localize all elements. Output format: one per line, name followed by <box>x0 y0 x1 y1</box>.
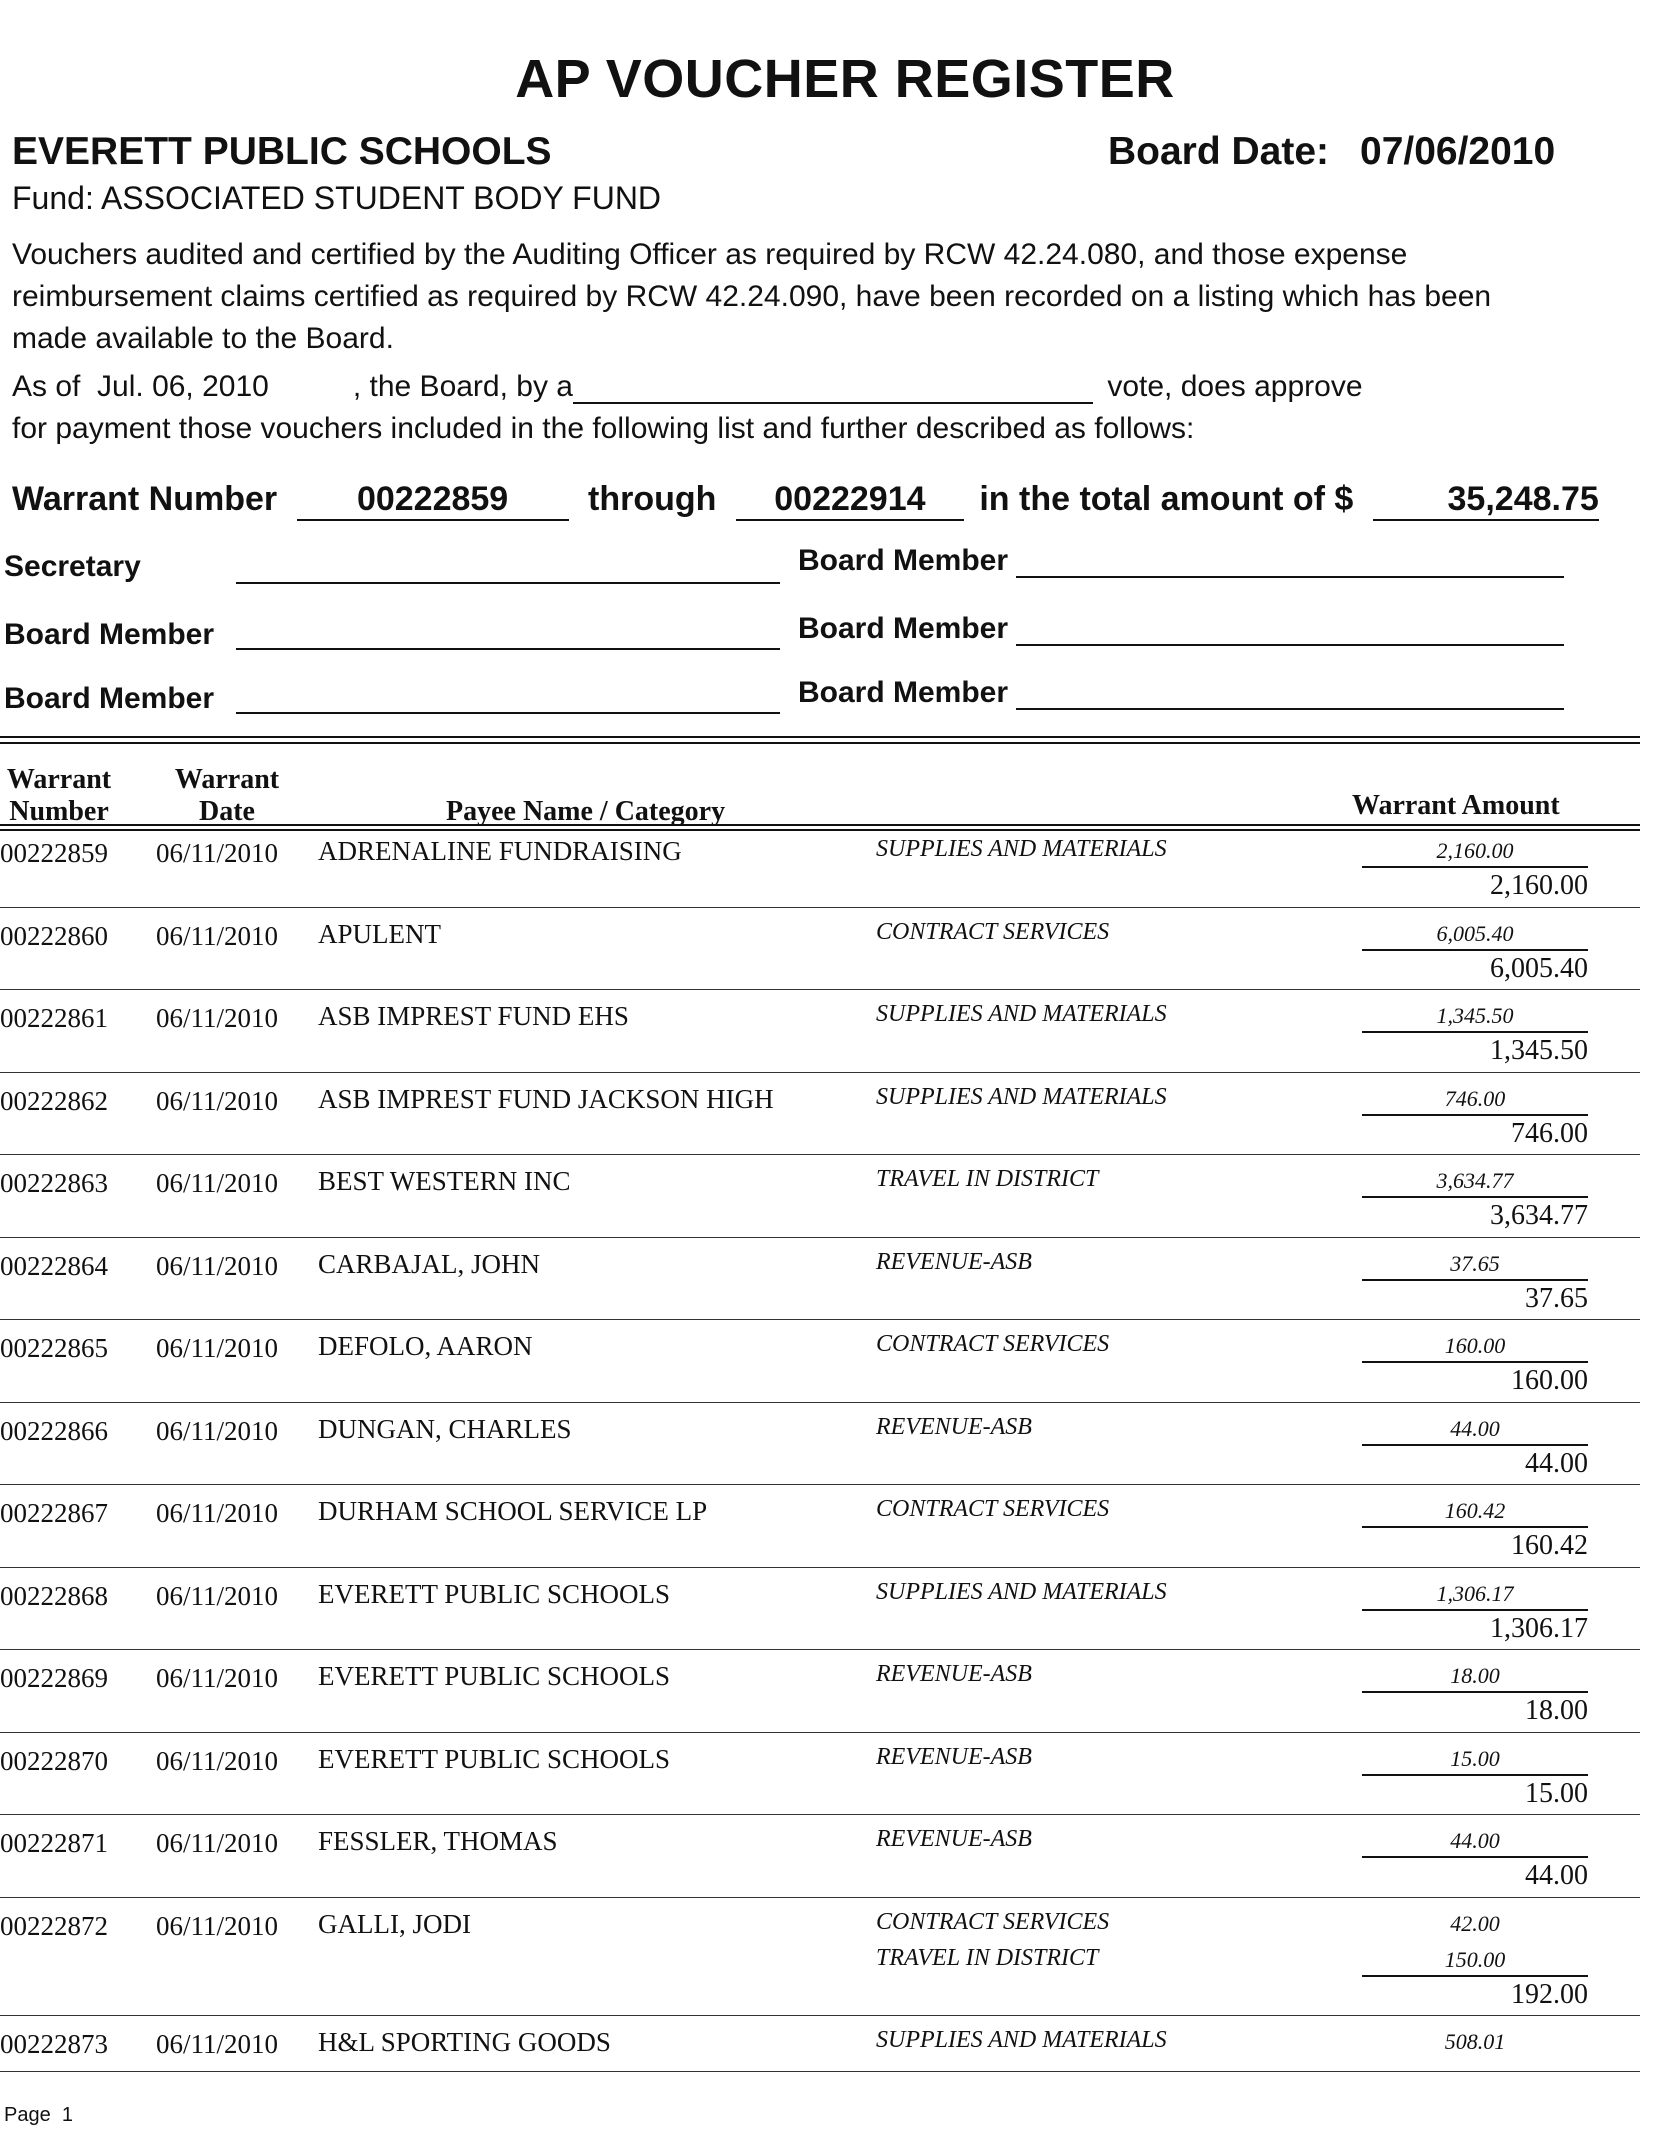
warrant-range-line <box>12 480 1599 521</box>
expense-category: CONTRACT SERVICES <box>876 1496 1110 1522</box>
expense-category: REVENUE-ASB <box>876 1826 1032 1852</box>
row-separator <box>0 1649 1640 1650</box>
subtotal-underline <box>1362 1691 1588 1693</box>
warrant-number: 00222863 <box>0 1168 108 1198</box>
row-separator <box>0 2015 1640 2016</box>
warrant-number: 00222862 <box>0 1085 108 1116</box>
line-amount: 1,345.50 <box>1436 1003 1514 1028</box>
page-number: 1 <box>61 2104 73 2126</box>
warrant-date: 06/11/2010 <box>156 1580 279 1611</box>
line-amount: 508.01 <box>1444 2029 1506 2054</box>
warrant-total: 6,005.40 <box>1490 952 1588 984</box>
line-amount: 42.00 <box>1450 1910 1500 1936</box>
payee-name: ADRENALINE FUNDRAISING <box>318 836 682 866</box>
expense-category: SUPPLIES AND MATERIALS <box>876 1578 1167 1605</box>
warrant-number-label: Warrant Number <box>12 480 278 518</box>
row-separator <box>0 2071 1640 2072</box>
payee-name: H&L SPORTING GOODS <box>318 2027 611 2057</box>
secretary-label: Secretary <box>4 550 141 583</box>
warrant-from: 00222859 <box>297 480 569 521</box>
payee-name: APULENT <box>318 918 441 949</box>
total-amount-value: 35,248.75 <box>1373 480 1599 521</box>
warrant-number: 00222859 <box>0 838 108 868</box>
warrant-date: 06/11/2010 <box>156 1333 279 1363</box>
col-header-amount: Warrant Amount <box>1352 790 1560 821</box>
warrant-total: 1,306.17 <box>1490 1612 1588 1644</box>
secretary-signature-line <box>236 582 780 584</box>
warrant-number: 00222868 <box>0 1580 108 1611</box>
district-name: EVERETT PUBLIC SCHOOLS <box>12 130 552 173</box>
subtotal-underline <box>1362 1196 1588 1198</box>
warrant-date: 06/11/2010 <box>156 1085 279 1116</box>
subtotal-underline <box>1362 1361 1588 1363</box>
board-member-signature-line <box>1016 644 1564 646</box>
expense-category: REVENUE-ASB <box>876 1661 1032 1687</box>
col-header-payee: Payee Name / Category <box>446 796 726 827</box>
board-member-label: Board Member <box>798 612 1009 645</box>
expense-category: REVENUE-ASB <box>876 1413 1032 1440</box>
warrant-number: 00222864 <box>0 1250 108 1281</box>
expense-category: SUPPLIES AND MATERIALS <box>876 1001 1167 1027</box>
subtotal-underline <box>1362 1609 1588 1611</box>
payee-name: DEFOLO, AARON <box>318 1331 533 1361</box>
approval-line-2: for payment those vouchers included in the following list and further described as follows: <box>12 412 1195 445</box>
through-label: through <box>588 480 717 518</box>
warrant-number: 00222865 <box>0 1333 108 1363</box>
expense-category: CONTRACT SERVICES <box>876 1331 1110 1357</box>
col-header-warrant-date: Warrant Date <box>174 764 280 827</box>
board-member-label: Board Member <box>4 682 215 715</box>
warrant-number: 00222870 <box>0 1745 108 1776</box>
expense-category: CONTRACT SERVICES <box>876 918 1110 945</box>
warrant-number: 00222869 <box>0 1663 108 1693</box>
row-separator <box>0 1732 1640 1733</box>
subtotal-underline <box>1362 1031 1588 1033</box>
expense-category: REVENUE-ASB <box>876 1743 1032 1770</box>
line-amount: 1,306.17 <box>1436 1580 1514 1606</box>
subtotal-underline <box>1362 1975 1588 1977</box>
line-amount: 6,005.40 <box>1436 920 1514 946</box>
expense-category: SUPPLIES AND MATERIALS <box>876 2027 1167 2053</box>
warrant-number: 00222872 <box>0 1910 108 1941</box>
payee-name: ASB IMPREST FUND EHS <box>318 1001 629 1031</box>
expense-category: TRAVEL IN DISTRICT <box>876 1166 1099 1192</box>
warrant-date: 06/11/2010 <box>156 1745 279 1776</box>
warrant-number: 00222867 <box>0 1498 108 1528</box>
line-amount: 44.00 <box>1450 1828 1500 1853</box>
subtotal-underline <box>1362 1444 1588 1446</box>
warrant-date: 06/11/2010 <box>156 1168 279 1198</box>
line-amount: 18.00 <box>1450 1663 1500 1688</box>
payee-name: EVERETT PUBLIC SCHOOLS <box>318 1743 671 1774</box>
document-title: AP VOUCHER REGISTER <box>515 49 1175 109</box>
warrant-number: 00222861 <box>0 1003 108 1033</box>
row-separator <box>0 1237 1640 1238</box>
fund-line: Fund: ASSOCIATED STUDENT BODY FUND <box>12 180 662 216</box>
payee-name: ASB IMPREST FUND JACKSON HIGH <box>318 1083 774 1114</box>
warrant-date: 06/11/2010 <box>156 838 279 868</box>
warrant-total: 3,634.77 <box>1490 1200 1588 1231</box>
subtotal-underline <box>1362 1114 1588 1116</box>
line-amount: 160.00 <box>1444 1333 1506 1358</box>
subtotal-underline <box>1362 1526 1588 1528</box>
header-underline <box>0 824 1640 826</box>
subtotal-underline <box>1362 1856 1588 1858</box>
warrant-number: 00222860 <box>0 920 108 951</box>
certification-paragraph: Vouchers audited and certified by the Auditing Officer as required by RCW 42.24.080, and those expense reimbursement claims certified as required by RCW 42.24.090, have been recorded on a listing which has been made available to the Board. <box>12 238 1492 355</box>
board-member-label: Board Member <box>798 676 1009 709</box>
line-amount: 150.00 <box>1444 1946 1506 1972</box>
subtotal-underline <box>1362 949 1588 951</box>
warrant-total: 192.00 <box>1511 1978 1588 2010</box>
page-label: Page <box>4 2104 51 2126</box>
row-separator <box>0 1319 1640 1320</box>
as-of-label: As of <box>12 370 81 403</box>
warrant-total: 160.00 <box>1511 1365 1588 1396</box>
row-separator <box>0 1814 1640 1815</box>
payee-name: EVERETT PUBLIC SCHOOLS <box>318 1578 671 1609</box>
row-separator <box>0 1897 1640 1898</box>
warrant-total: 1,345.50 <box>1490 1035 1588 1066</box>
subtotal-underline <box>1362 1774 1588 1776</box>
warrant-number: 00222866 <box>0 1415 108 1446</box>
row-separator <box>0 1154 1640 1155</box>
warrant-total: 44.00 <box>1525 1447 1588 1479</box>
warrant-date: 06/11/2010 <box>156 1250 279 1281</box>
expense-category: SUPPLIES AND MATERIALS <box>876 836 1167 862</box>
payee-name: CARBAJAL, JOHN <box>318 1248 541 1279</box>
page-footer <box>4 2104 73 2127</box>
row-separator <box>0 1402 1640 1403</box>
subtotal-underline <box>1362 866 1588 868</box>
warrant-number: 00222873 <box>0 2029 108 2059</box>
board-member-signature-line <box>236 648 780 650</box>
line-amount: 15.00 <box>1450 1745 1500 1771</box>
warrant-date: 06/11/2010 <box>156 1910 279 1941</box>
vote-label: vote, does approve <box>1107 370 1363 403</box>
warrant-total: 160.42 <box>1511 1530 1588 1561</box>
header-underline <box>0 829 1640 831</box>
board-member-label: Board Member <box>4 618 215 651</box>
row-separator <box>0 1484 1640 1485</box>
expense-category: SUPPLIES AND MATERIALS <box>876 1083 1167 1110</box>
warrant-date: 06/11/2010 <box>156 1498 279 1528</box>
line-amount: 160.42 <box>1444 1498 1506 1523</box>
row-separator <box>0 907 1640 908</box>
expense-category: CONTRACT SERVICES <box>876 1908 1110 1935</box>
line-amount: 3,634.77 <box>1436 1168 1514 1193</box>
as-of-date: Jul. 06, 2010 <box>97 370 269 403</box>
row-separator <box>0 1072 1640 1073</box>
board-member-signature-line <box>1016 576 1564 578</box>
board-date-value: 07/06/2010 <box>1360 130 1556 173</box>
payee-name: DURHAM SCHOOL SERVICE LP <box>318 1496 708 1526</box>
payee-name: DUNGAN, CHARLES <box>318 1413 572 1444</box>
warrant-total: 37.65 <box>1525 1282 1588 1314</box>
board-member-label: Board Member <box>798 544 1009 577</box>
warrant-number: 00222871 <box>0 1828 108 1858</box>
warrant-date: 06/11/2010 <box>156 1663 279 1693</box>
payee-name: GALLI, JODI <box>318 1908 471 1939</box>
warrant-total: 2,160.00 <box>1490 870 1588 901</box>
section-divider <box>0 736 1640 738</box>
warrant-total: 18.00 <box>1525 1695 1588 1726</box>
row-separator <box>0 989 1640 990</box>
row-separator <box>0 1567 1640 1568</box>
payee-name: FESSLER, THOMAS <box>318 1826 558 1856</box>
warrant-total: 15.00 <box>1525 1777 1588 1809</box>
line-amount: 746.00 <box>1444 1085 1506 1111</box>
board-member-signature-line <box>1016 708 1564 710</box>
board-by-label: , the Board, by a <box>352 370 573 403</box>
board-date-label: Board Date: <box>1108 130 1330 173</box>
warrant-total: 746.00 <box>1511 1117 1588 1149</box>
board-member-signature-line <box>236 712 780 714</box>
warrant-date: 06/11/2010 <box>156 1415 279 1446</box>
line-amount: 44.00 <box>1450 1415 1500 1441</box>
warrant-date: 06/11/2010 <box>156 2029 279 2059</box>
warrant-date: 06/11/2010 <box>156 1828 279 1858</box>
warrant-date: 06/11/2010 <box>156 920 279 951</box>
line-amount: 37.65 <box>1450 1250 1500 1276</box>
approval-line <box>12 370 1363 404</box>
total-amount-label: in the total amount of $ <box>979 480 1354 518</box>
subtotal-underline <box>1362 1279 1588 1281</box>
warrant-to: 00222914 <box>736 480 964 521</box>
section-divider <box>0 742 1640 744</box>
warrant-date: 06/11/2010 <box>156 1003 279 1033</box>
payee-name: BEST WESTERN INC <box>318 1166 571 1196</box>
payee-name: EVERETT PUBLIC SCHOOLS <box>318 1661 671 1691</box>
vote-blank-line <box>573 372 1093 404</box>
warrant-total: 44.00 <box>1525 1860 1588 1891</box>
expense-category: REVENUE-ASB <box>876 1248 1032 1275</box>
expense-category: TRAVEL IN DISTRICT <box>876 1944 1099 1971</box>
col-header-warrant-number: Warrant Number <box>6 764 112 827</box>
line-amount: 2,160.00 <box>1436 838 1514 863</box>
